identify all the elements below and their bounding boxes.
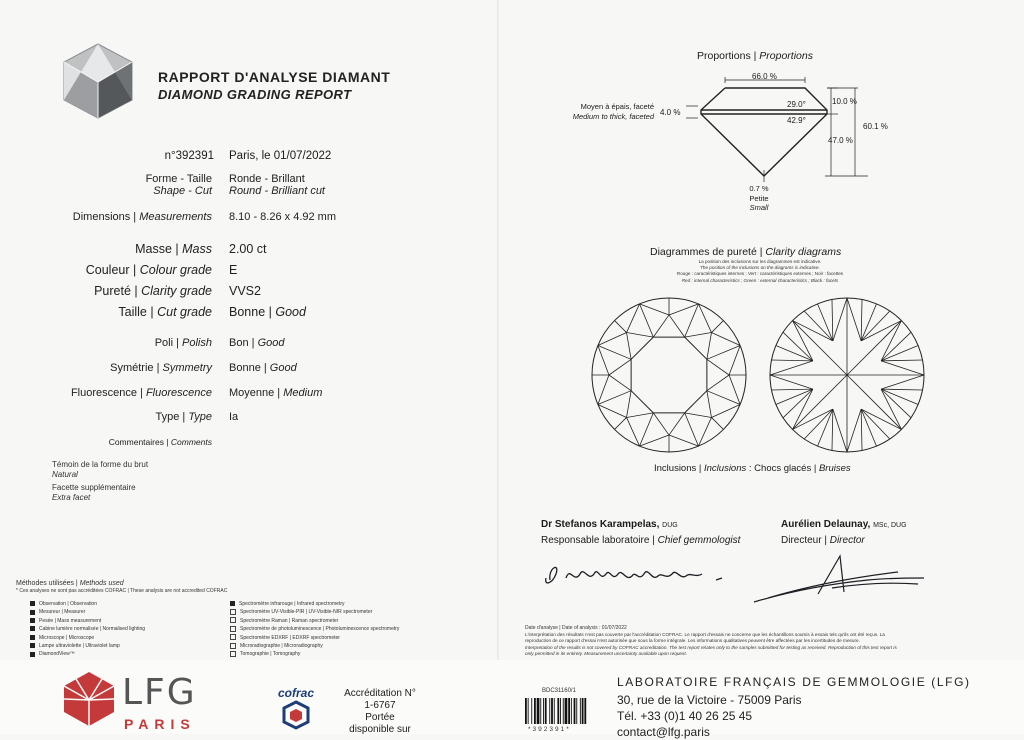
signature-left [540,556,750,592]
total-depth-value: 60.1 % [863,122,888,131]
handwritten-signature-icon [748,548,928,608]
facet-line [669,435,698,446]
facet-line [598,346,631,360]
proportions-title [697,50,813,62]
facet-line [640,304,669,315]
facet-line [685,337,707,359]
crown-angle-value: 29.0° [787,100,806,109]
facet-line [770,375,813,389]
accreditation-line-1: Accréditation N° [344,688,416,699]
facet-line [793,389,813,429]
disclaimer-line-3: Interpretation of the results is not covered by COFRAC accreditation. The test report relates only to the samples submitted for testing as received. Reproduction of this test report is [525,644,897,650]
facet-line [685,391,707,413]
facet-line [771,360,812,361]
method-label: Spectromètre infrarouge | Infrared spectrometry [239,601,345,607]
barcode-bar [568,698,570,724]
method-item [230,625,399,633]
facet-line [640,435,669,446]
fluorescence-label [20,387,212,399]
comment-2-en: Extra facet [52,492,91,502]
facet-line [707,375,729,391]
barcode-ref: BDC31160/1 [542,688,576,694]
barcode-bar [571,698,572,724]
barcode-bar [543,698,544,724]
facet-line [609,375,631,391]
handwritten-signature-icon [540,556,750,592]
clarity-note-2: Rouge : caractéristiques internes ; Vert : caractéristiques externes ; Noir : facettes [676,271,844,277]
facet-line [669,304,698,315]
signatory-left-role-en: Chief gemmologist [657,535,741,546]
fluorescence-label-en: Fluorescence [145,387,212,399]
checkbox-empty-icon [230,617,236,623]
checkbox-checked-icon [30,601,35,606]
crown-height-value: 10.0 % [832,97,857,106]
facet-line [861,321,901,341]
fluorescence-value [229,387,322,399]
proportions-title-en: Proportions [759,50,813,62]
method-item [230,608,399,616]
barcode-bar [584,698,586,724]
facet-line [832,409,833,450]
clarity-note-1-fr: La position des inclusions sur les diagrammes est indicative. [698,259,822,264]
polish-value-fr: Bon | [229,337,255,349]
lfg-logo-city: PARIS [124,716,196,732]
facet-line [729,346,740,375]
methods-note: * Ces analyses ne sont pas accréditées COFRAC | These analysis are not accredited COFRAC [16,588,228,594]
cut-value-en: Good [275,305,306,319]
lfg-logo-text: LFG [122,672,197,713]
type-label-en: Type [188,411,212,423]
legend-fr: Inclusions | [654,463,702,474]
barcode-number: *392391* [528,726,571,733]
girdle-en: Medium to thick, faceted [572,112,654,121]
signatory-right-role-fr: Directeur | [781,535,827,546]
lab-address: 30, rue de la Victoire - 75009 Paris [617,693,802,707]
facet-line [832,299,833,340]
facet-line [881,389,918,404]
barcode-bar [528,698,529,724]
proportions-title-fr: Proportions | [697,50,757,62]
method-item [230,634,399,642]
dimensions-label-en: Measurements [139,211,212,223]
checkbox-empty-icon [230,626,236,632]
shape-label-en: Shape - Cut [153,185,212,197]
method-label: Microscope | Microscope [39,634,95,641]
facet-line [627,413,654,418]
cut-value [229,305,306,319]
facet-line [776,346,813,361]
clarity-label-fr: Pureté | [94,284,138,298]
colour-value: E [229,263,238,277]
facet-line [685,304,699,337]
facet-line [776,389,813,404]
barcode-bar [574,698,576,724]
disclaimer-line-1: L'interprétation des résultats n'est pas couverte par l'accréditation COFRAC. Le rapport d'essais ne concerne que les échantillons soumis à essais tels qu'ils ont été reçus. La [525,632,885,637]
polish-label-fr: Poli | [154,337,179,349]
disclaimer-line-4: only permitted in its entirety. Measurement uncertainty available upon request. [525,651,687,657]
facet-line [627,391,632,418]
checkbox-checked-icon [30,610,35,615]
facet-line [847,375,901,429]
shape-label-fr: Forme - Taille [145,173,212,185]
facet-line [707,391,740,405]
table-value: 66.0 % [752,72,777,81]
colour-label-fr: Couleur | [85,263,137,277]
accreditation-line-4: disponible sur [349,724,411,735]
checkbox-checked-icon [30,618,35,623]
accreditation-line-3: Portée [365,712,395,723]
facet-line [685,413,712,418]
facet-line [729,375,740,404]
facet-line [640,413,654,446]
diamond-profile-icon [680,66,870,186]
culet-fr: Petite [749,193,769,203]
facet-line [631,391,653,413]
methods-title-fr: Méthodes utilisées | [16,580,78,587]
clarity-diagrams-title-en: Clarity diagrams [765,246,842,258]
clarity-diagram-crown [590,296,748,454]
lab-email: contact@lfg.paris [617,725,710,739]
facet-line [847,298,861,341]
facet-line [711,333,740,346]
facet-line [711,404,740,417]
polish-label [20,337,212,349]
facet-line [707,333,712,360]
method-item [30,600,145,608]
culet-value: 0.7 % [749,184,769,193]
barcode-bar [545,698,547,724]
colour-label [20,263,212,277]
facet-line [818,409,833,446]
methods-left-list [30,600,145,667]
method-label: DiamondView™ [39,651,75,658]
shape-label [40,173,212,197]
facet-line [640,304,654,337]
facet-line [861,409,862,450]
polish-label-en: Polish [182,337,212,349]
facet-line [631,337,653,359]
checkbox-checked-icon [230,601,235,606]
crown-facet-diagram-icon [590,296,748,454]
facet-line [833,298,847,341]
accreditation-text [338,688,422,736]
signatory-right-role-en: Director [829,535,865,546]
comments-list [52,460,148,502]
comment-1-fr: Témoin de la forme du brut [52,460,149,469]
shape-value [229,173,325,197]
facet-line [861,409,901,429]
polish-value [229,337,284,349]
method-label: Cabine lumière normalisée | Normalised lighting [39,626,146,633]
cofrac-logo-text: cofrac [278,686,315,700]
method-label: Spectromètre EDXRF | EDXRF spectrometer [240,634,340,641]
facet-line [598,404,627,417]
comment-2 [52,483,148,502]
facet-line [669,315,685,337]
checkbox-checked-icon [30,643,35,648]
method-label: Spectromètre de photoluminescence | Photoluminescence spectrometry [240,626,400,633]
methods-title-en: Methods used [79,580,124,587]
method-item [30,608,145,616]
symmetry-label-en: Symmetry [162,362,212,374]
symmetry-value-en: Good [269,362,297,374]
signature-right [748,548,928,608]
girdle-fr: Moyen à épais, faceté [580,102,654,111]
signatory-left [541,517,740,548]
method-label: Spectromètre UV-Visible-PIR | UV-Visible-NIR spectrometer [240,609,373,616]
signatory-right [781,517,907,548]
facet-line [861,304,876,341]
facet-line [669,413,685,435]
barcode-bar [531,698,532,724]
facet-line [881,389,922,390]
report-title-fr: RAPPORT D'ANALYSE DIAMANT [158,69,391,85]
facet-line [598,333,627,346]
facet-line [653,315,669,337]
diamond-icon [62,42,134,120]
dimensions-value: 8.10 - 8.26 x 4.92 mm [229,211,336,223]
method-item [30,650,145,658]
facet-line [685,413,699,446]
barcode-bar [554,698,555,724]
cofrac-logo [278,686,338,734]
facet-line [685,333,712,338]
facet-line [598,346,609,375]
checkbox-empty-icon [230,651,236,657]
dimensions-label-fr: Dimensions | [72,211,137,223]
clarity-diagrams-title-fr: Diagrammes de pureté | [650,246,763,258]
cut-label-fr: Taille | [118,305,154,319]
barcode-bar [549,698,550,724]
method-item [230,600,399,608]
fluorescence-value-en: Medium [283,387,323,399]
report-title-en: DIAMOND GRADING REPORT [158,87,352,102]
facet-line [770,361,813,375]
clarity-notes [640,259,880,284]
method-label: Lampe ultraviolette | Ultraviolet lamp [39,643,120,650]
method-label: Tomographie | Tomography [240,651,301,658]
method-label: Mesureur | Measurer [39,609,86,616]
facet-line [818,304,833,341]
facet-line [707,359,729,375]
cut-label [20,305,212,319]
method-label: Spectromètre Raman | Raman spectrometer [240,617,339,624]
polish-value-en: Good [257,337,285,349]
girdle-description [540,102,654,122]
report-place-date: Paris, le 01/07/2022 [229,150,332,162]
facet-line [793,321,833,341]
comment-1-en: Natural [52,469,78,479]
legend-en: Inclusions [704,463,747,474]
checkbox-checked-icon [30,626,35,631]
clarity-value: VVS2 [229,284,261,298]
barcode-bar [582,698,584,724]
facet-line [847,409,861,452]
comments-label-en: Comments [170,437,212,447]
type-label-fr: Type | [155,411,186,423]
barcode-icon [524,698,608,724]
checkbox-empty-icon [230,643,236,649]
method-item [230,650,399,658]
methods-right-list [230,600,399,667]
legend-en-2: Bruises [818,463,851,474]
barcode-bar [551,698,553,724]
culet-description [734,184,784,213]
signatory-right-name: Aurélien Delaunay, [781,519,871,530]
method-item [30,642,145,650]
footer [0,660,1024,739]
checkbox-empty-icon [230,634,236,640]
pavilion-depth-value: 47.0 % [828,136,853,145]
clarity-label-en: Clarity grade [141,284,212,298]
method-item [30,625,145,633]
facet-line [615,417,627,429]
disclaimer [525,632,985,658]
barcode-bar [534,698,536,724]
legend-fr-2: : Chocs glacés | [748,463,817,474]
signatory-left-name: Dr Stefanos Karampelas, [541,519,660,530]
method-item [30,634,145,642]
clarity-legend [654,463,851,474]
shape-value-fr: Ronde - Brillant [229,173,305,185]
clarity-label [20,284,212,298]
clarity-note-3: Red : internal characteristics ; Green : external characteristics ; Black : facets [681,277,839,283]
facet-line [881,321,901,361]
comments-label-fr: Commentaires | [108,437,169,447]
facet-line [881,375,924,389]
facet-line [881,360,922,361]
facet-line [653,413,669,435]
shape-value-en: Round - Brilliant cut [229,185,325,197]
facet-line [881,389,901,429]
fluorescence-value-fr: Moyenne | [229,387,281,399]
facet-line [598,375,609,404]
page-fold [497,0,499,660]
facet-line [881,361,924,375]
comments-label [20,437,212,447]
lab-phone: Tél. +33 (0)1 40 26 25 45 [617,709,753,723]
signatory-left-role-fr: Responsable laboratoire | [541,535,655,546]
method-item [230,617,399,625]
facet-line [711,417,723,429]
barcode-bar [557,698,559,724]
facet-line [847,321,901,375]
proportions-diagram [680,66,870,186]
disclaimer-line-2: reproduction de ce rapport d'essai n'est autorisée que sous la forme intégrale. Les informations qualitatives peuvent être affectées par les incertitudes de mesure. [525,638,860,644]
facet-line [698,304,711,333]
facet-line [627,333,632,360]
methods-title [16,579,124,588]
facet-line [793,375,847,429]
accreditation-line-2: 1-6767 [364,700,396,711]
method-label: Microradiographie | Microradiography [240,643,323,650]
symmetry-value-fr: Bonne | [229,362,267,374]
facet-line [698,417,711,446]
facet-line [609,359,631,375]
pavilion-facet-diagram-icon [768,296,926,454]
type-value: Ia [229,411,239,423]
colour-label-en: Colour grade [139,263,212,277]
facet-line [627,417,640,446]
facet-line [861,409,876,446]
cut-label-en: Cut grade [157,305,212,319]
comment-1 [52,460,148,479]
facet-line [881,346,918,361]
facet-line [793,321,813,361]
facet-line [707,346,740,360]
lfg-logo-icon [60,670,118,728]
signatory-left-suffix: DUG [662,522,678,529]
girdle-value: 4.0 % [660,108,681,117]
cut-value-fr: Bonne | [229,305,272,319]
facet-line [793,321,847,375]
method-item [30,617,145,625]
cofrac-hexagon-icon [278,700,328,730]
type-label [20,411,212,423]
barcode-bar [580,698,581,724]
analysis-date: Date d'analyse | Date of analysis : 01/07/2022 [525,625,627,631]
facet-line [598,391,631,405]
mass-label-en: Mass [182,242,212,256]
lab-name: LABORATOIRE FRANÇAIS DE GEMMOLOGIE (LFG) [617,675,971,689]
pavilion-angle-value: 42.9° [787,116,806,125]
signatory-right-suffix: MSc, DUG [873,522,907,529]
culet-en: Small [749,203,769,212]
checkbox-checked-icon [30,635,35,640]
facet-line [793,409,833,429]
barcode-bar [563,698,564,724]
clarity-diagrams-title [650,246,841,258]
clarity-diagram-pavilion [768,296,926,454]
mass-label-fr: Masse | [135,242,179,256]
lab-contact [617,692,802,740]
facet-line [771,389,812,390]
mass-label [40,242,212,256]
barcode-bar [525,698,527,724]
method-label: Observation | Observation [39,601,97,607]
barcode-bar [560,698,561,724]
facet-line [627,304,640,333]
fluorescence-label-fr: Fluorescence | [70,387,143,399]
report-number: n°392391 [164,150,214,162]
barcode-bar [537,698,540,724]
barcode-bar [565,698,568,724]
facet-line [861,299,862,340]
checkbox-checked-icon [30,652,35,657]
checkbox-empty-icon [230,609,236,615]
method-label: Pesée | Mass measurement [39,617,102,624]
symmetry-label-fr: Symétrie | [110,362,160,374]
barcode-bar [576,698,577,724]
facet-line [615,321,627,333]
barcode-bar [540,698,541,724]
facet-line [711,321,723,333]
dimensions-label [20,211,212,223]
facet-line [707,391,712,418]
mass-value: 2.00 ct [229,242,267,256]
symmetry-value [229,362,297,374]
facet-line [627,333,654,338]
symmetry-label [20,362,212,374]
comment-2-fr: Facette supplémentaire [52,483,136,492]
method-item [230,642,399,650]
facet-line [833,409,847,452]
clarity-note-1-en: The position of the inclusions on the diagrams is indicative. [700,265,820,271]
